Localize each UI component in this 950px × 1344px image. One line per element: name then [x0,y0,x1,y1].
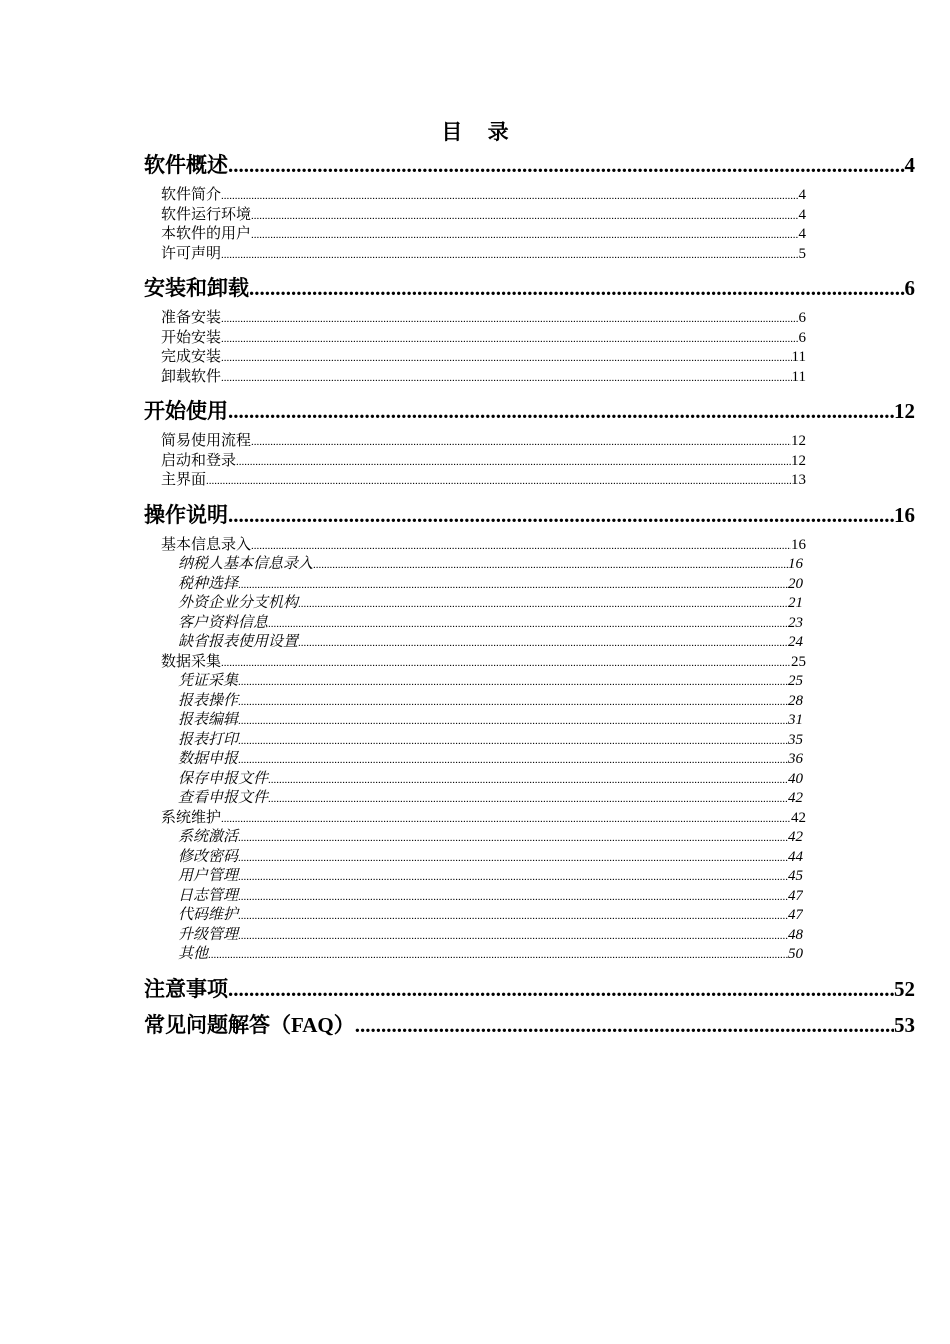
leader-dots [228,497,894,533]
toc-entry-level3[interactable] [178,770,803,790]
toc-entry-level2[interactable] [161,348,806,368]
toc-entry-title: 基本信息录入 [161,536,252,553]
toc-entry-level2[interactable] [161,225,806,245]
toc-entry-level2[interactable] [161,309,806,329]
toc-entry-level3[interactable] [178,672,803,692]
toc-entry-page: 20 [788,575,803,592]
toc-entry-title: 主界面 [161,472,207,488]
toc-entry-title: 启动和登录 [161,452,237,469]
toc-entry-page: 42 [791,809,806,826]
toc-entry-title: 系统维护 [161,809,222,826]
toc-entry-level3[interactable] [178,575,803,595]
toc-entry-page: 16 [788,556,803,572]
toc-entry-page: 6 [904,276,915,300]
toc-entry-page: 12 [894,399,915,423]
toc-entry-page: 42 [788,790,803,806]
toc-entry-title: 保存申报文件 [178,770,269,787]
toc-entry-page: 25 [788,673,803,689]
leader-dots [298,595,788,614]
leader-dots [238,693,788,712]
toc-entry-page: 48 [788,926,803,943]
toc-entry-title: 报表操作 [178,692,239,709]
toc-entry-level2[interactable] [161,452,806,472]
toc-title: 目 录 [441,120,519,144]
toc-entry-title: 常见问题解答（FAQ） [144,1012,355,1037]
toc-entry-level3[interactable] [178,711,803,731]
leader-dots [251,207,798,226]
leader-dots [355,1007,894,1043]
leader-dots [206,472,791,491]
toc-entry-level2[interactable] [161,329,806,349]
toc-entry-level3[interactable] [178,867,803,887]
toc-entry-title: 凭证采集 [178,673,239,689]
leader-dots [251,537,791,556]
leader-dots [228,393,894,429]
toc-entry-page: 16 [791,536,806,553]
toc-entry-title: 操作说明 [144,502,228,527]
toc-entry-page: 23 [788,614,803,631]
leader-dots [238,732,788,751]
leader-dots [249,270,905,306]
toc-entry-title: 客户资料信息 [178,614,269,631]
leader-dots [298,634,788,653]
toc-entry-level3[interactable] [178,887,803,907]
toc-entry-level3[interactable] [178,848,803,868]
toc-entry-level1[interactable] [144,497,915,533]
toc-entry-title: 准备安装 [161,310,222,326]
toc-entry-level3[interactable] [178,945,803,965]
toc-entry-page: 53 [894,1012,915,1037]
toc-entry-level1[interactable] [144,1007,915,1043]
toc-entry-page: 16 [894,502,915,527]
toc-entry-title: 纳税人基本信息录入 [178,556,314,572]
toc-entry-page: 12 [791,452,806,469]
toc-entry-title: 数据申报 [178,751,239,767]
toc-entry-title: 修改密码 [178,848,239,865]
toc-entry-level1[interactable] [144,971,915,1007]
toc-entry-page: 11 [791,368,806,385]
toc-entry-page: 13 [791,472,806,488]
leader-dots [268,771,788,790]
toc-entry-level3[interactable] [178,789,803,809]
leader-dots [238,868,788,887]
toc-entry-title: 报表打印 [178,731,239,748]
toc-entry-level2[interactable] [161,471,806,491]
leader-dots [221,330,798,349]
toc-entry-title: 日志管理 [178,887,239,904]
leader-dots [221,654,791,673]
toc-entry-title: 代码维护 [178,907,239,923]
toc-entry-title: 查看申报文件 [178,790,269,806]
toc-entry-page: 45 [788,868,803,884]
toc-entry-page: 28 [788,692,803,709]
leader-dots [238,712,788,731]
leader-dots [221,349,792,368]
toc-entry-page: 24 [788,634,803,650]
leader-dots [313,556,788,575]
leader-dots [238,927,788,946]
leader-dots [221,810,791,829]
table-of-contents [0,147,950,1043]
leader-dots [238,576,788,595]
toc-entry-level3[interactable] [178,906,803,926]
toc-entry-title: 报表编辑 [178,712,239,728]
toc-entry-title: 软件简介 [161,187,222,203]
toc-entry-level2[interactable] [161,206,806,226]
toc-entry-title: 税种选择 [178,575,239,592]
toc-entry-level1[interactable] [144,393,915,429]
toc-entry-level2[interactable] [161,186,806,206]
toc-entry-page: 4 [798,187,806,203]
toc-entry-level3[interactable] [178,594,803,614]
toc-entry-page: 47 [788,907,803,923]
toc-entry-page: 11 [791,349,806,365]
leader-dots [268,615,788,634]
leader-dots [221,310,798,329]
toc-entry-page: 42 [788,829,803,845]
toc-entry-title: 数据采集 [161,653,222,670]
toc-entry-page: 35 [788,731,803,748]
toc-entry-title: 许可声明 [161,245,222,262]
toc-entry-title: 开始使用 [144,399,228,423]
toc-entry-page: 40 [788,770,803,787]
leader-dots [238,673,788,692]
toc-entry-title: 缺省报表使用设置 [178,634,299,650]
leader-dots [228,971,894,1007]
toc-entry-page: 21 [788,595,803,611]
leader-dots [228,147,905,183]
toc-entry-title: 卸载软件 [161,368,222,385]
leader-dots [238,907,788,926]
leader-dots [208,946,788,965]
leader-dots [236,453,791,472]
toc-entry-title: 注意事项 [144,976,228,1001]
toc-entry-page: 4 [904,153,915,177]
toc-entry-title: 用户管理 [178,868,239,884]
toc-entry-title: 开始安装 [161,329,222,346]
toc-entry-title: 简易使用流程 [161,433,252,449]
toc-entry-page: 4 [798,226,806,242]
toc-entry-page: 4 [798,206,806,223]
toc-entry-title: 完成安装 [161,349,222,365]
toc-entry-title: 软件运行环境 [161,206,252,223]
toc-entry-page: 36 [788,751,803,767]
toc-entry-level2[interactable] [161,809,806,829]
toc-entry-title: 安装和卸载 [144,276,249,300]
toc-entry-title: 系统激活 [178,829,239,845]
toc-entry-level3[interactable] [178,555,803,575]
toc-entry-level3[interactable] [178,828,803,848]
toc-entry-level2[interactable] [161,536,806,556]
toc-entry-title: 软件概述 [144,153,228,177]
toc-entry-page: 47 [788,887,803,904]
toc-entry-page: 6 [798,329,806,346]
leader-dots [221,246,798,265]
toc-entry-title: 外资企业分支机构 [178,595,299,611]
toc-entry-page: 52 [894,976,915,1001]
leader-dots [238,829,788,848]
toc-entry-level1[interactable] [144,270,915,306]
toc-entry-level3[interactable] [178,633,803,653]
toc-entry-level3[interactable] [178,750,803,770]
toc-entry-level2[interactable] [161,653,806,673]
toc-entry-page: 50 [788,946,803,962]
toc-entry-level1[interactable] [144,147,915,183]
toc-entry-title: 本软件的用户 [161,226,252,242]
toc-entry-level3[interactable] [178,614,803,634]
leader-dots [221,187,798,206]
toc-entry-page: 12 [791,433,806,449]
toc-entry-level3[interactable] [178,731,803,751]
toc-entry-level2[interactable] [161,368,806,388]
leader-dots [221,369,792,388]
toc-entry-page: 44 [788,848,803,865]
toc-entry-page: 31 [788,712,803,728]
toc-entry-title: 其他 [178,946,209,962]
toc-entry-page: 5 [798,245,806,262]
leader-dots [238,751,788,770]
toc-entry-level2[interactable] [161,432,806,452]
leader-dots [268,790,788,809]
leader-dots [251,433,791,452]
toc-entry-level3[interactable] [178,926,803,946]
toc-entry-level2[interactable] [161,245,806,265]
toc-entry-level3[interactable] [178,692,803,712]
leader-dots [238,849,788,868]
toc-entry-title: 升级管理 [178,926,239,943]
toc-entry-page: 6 [798,310,806,326]
toc-entry-page: 25 [791,653,806,670]
leader-dots [251,226,798,245]
leader-dots [238,888,788,907]
